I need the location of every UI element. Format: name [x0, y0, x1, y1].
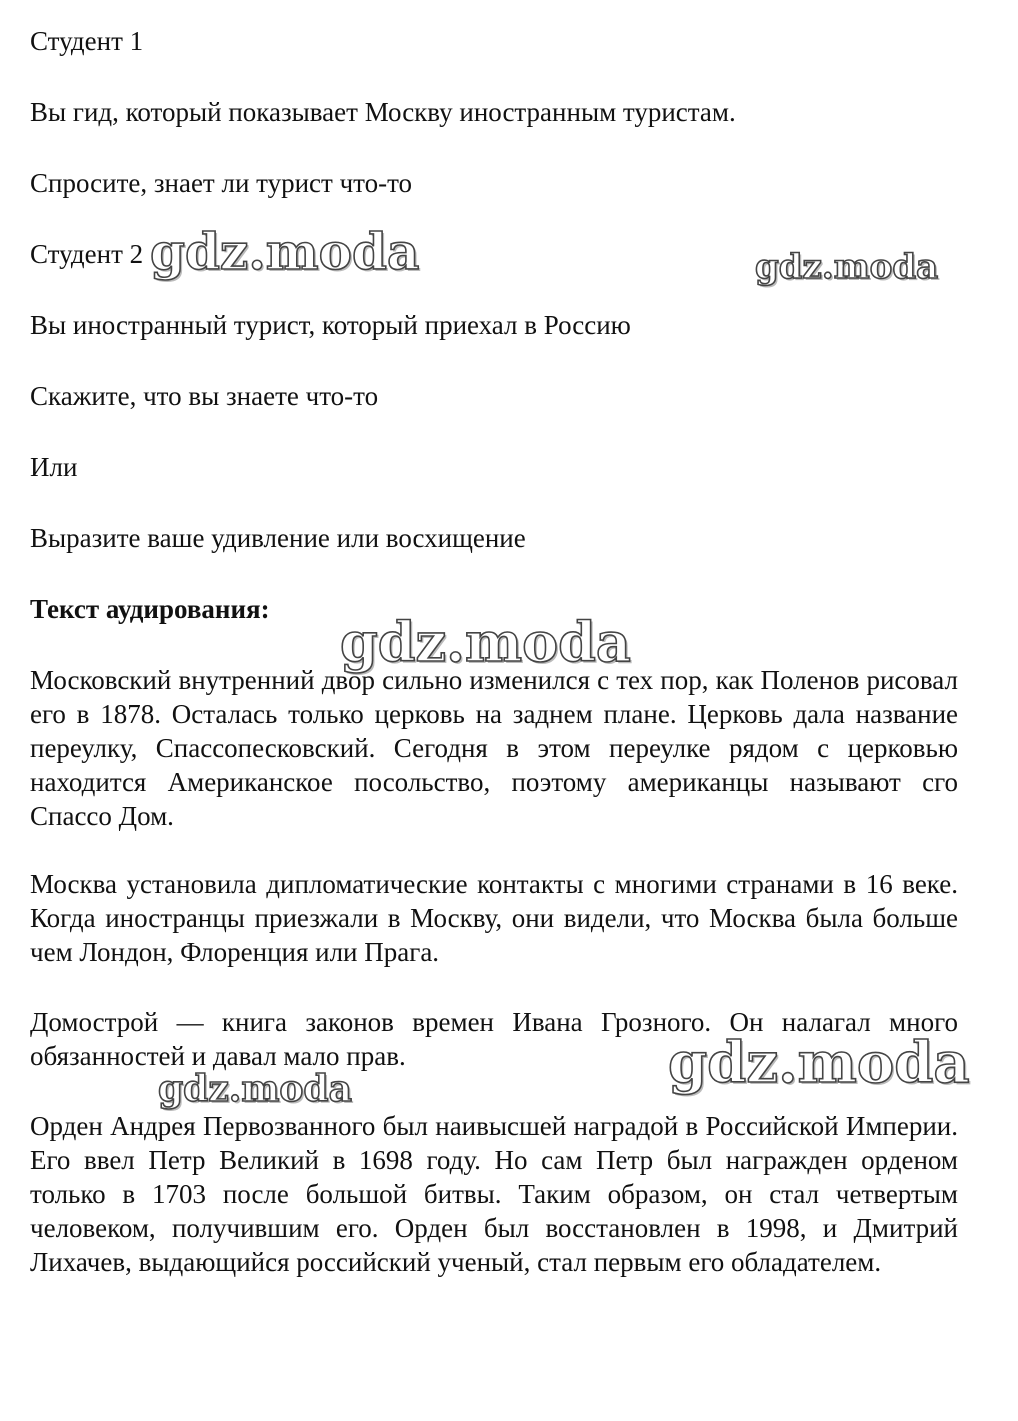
- or-text: Или: [30, 452, 78, 482]
- ask-instruction: Спросите, знает ли турист что-то: [30, 168, 413, 198]
- student-2-label: Студент 2: [30, 239, 144, 269]
- listening-paragraph-4: Орден Андрея Первозванного был наивысшей наградой в Российской Империи. Его ввел Петр Великий в 1698 году. Но сам Петр был награжден орденом только в 1703 после большой битвы. Таким образом, он стал четвертым человеком, получившим его. Орден был восстановлен в 1998, и Дмитрий Лихачев, выдающийся российский ученый, стал первым его обладателем.: [30, 1111, 958, 1277]
- listening-paragraph-2: Москва установила дипломатические контакты с многими странами в 16 веке. Когда иностранцы приезжали в Москву, они видели, что Москва была больше чем Лондон, Флоренция или Прага.: [30, 869, 958, 967]
- watermark-logo: gdz.moda: [158, 1068, 352, 1110]
- listening-paragraph-3: Домострой — книга законов времен Ивана Грозного. Он налагал много обязанностей и давал мало прав.: [30, 1007, 958, 1071]
- listening-paragraph-1: Московский внутренний двор сильно изменился с тех пор, как Поленов рисовал его в 1878. Осталась только церковь на заднем плане. Церковь дала название переулку, Спассопесковский. Сегодня в этом переулке рядом с церковью находится Американское посольство, поэтому американцы называют сго Спассо Дом.: [30, 665, 958, 831]
- tourist-instruction: Вы иностранный турист, который приехал в Россию: [30, 310, 631, 340]
- guide-instruction: Вы гид, который показывает Москву иностранным туристам.: [30, 97, 736, 127]
- watermark-logo: gdz.moda: [755, 247, 939, 287]
- say-instruction: Скажите, что вы знаете что-то: [30, 381, 379, 411]
- watermark-logo: gdz.moda: [150, 222, 420, 281]
- watermark-logo: gdz.moda: [340, 610, 631, 674]
- express-instruction: Выразите ваше удивление или восхищение: [30, 523, 526, 553]
- listening-heading: Текст аудирования:: [30, 594, 270, 624]
- watermark-logo: gdz.moda: [668, 1030, 970, 1096]
- student-1-label: Студент 1: [30, 26, 144, 56]
